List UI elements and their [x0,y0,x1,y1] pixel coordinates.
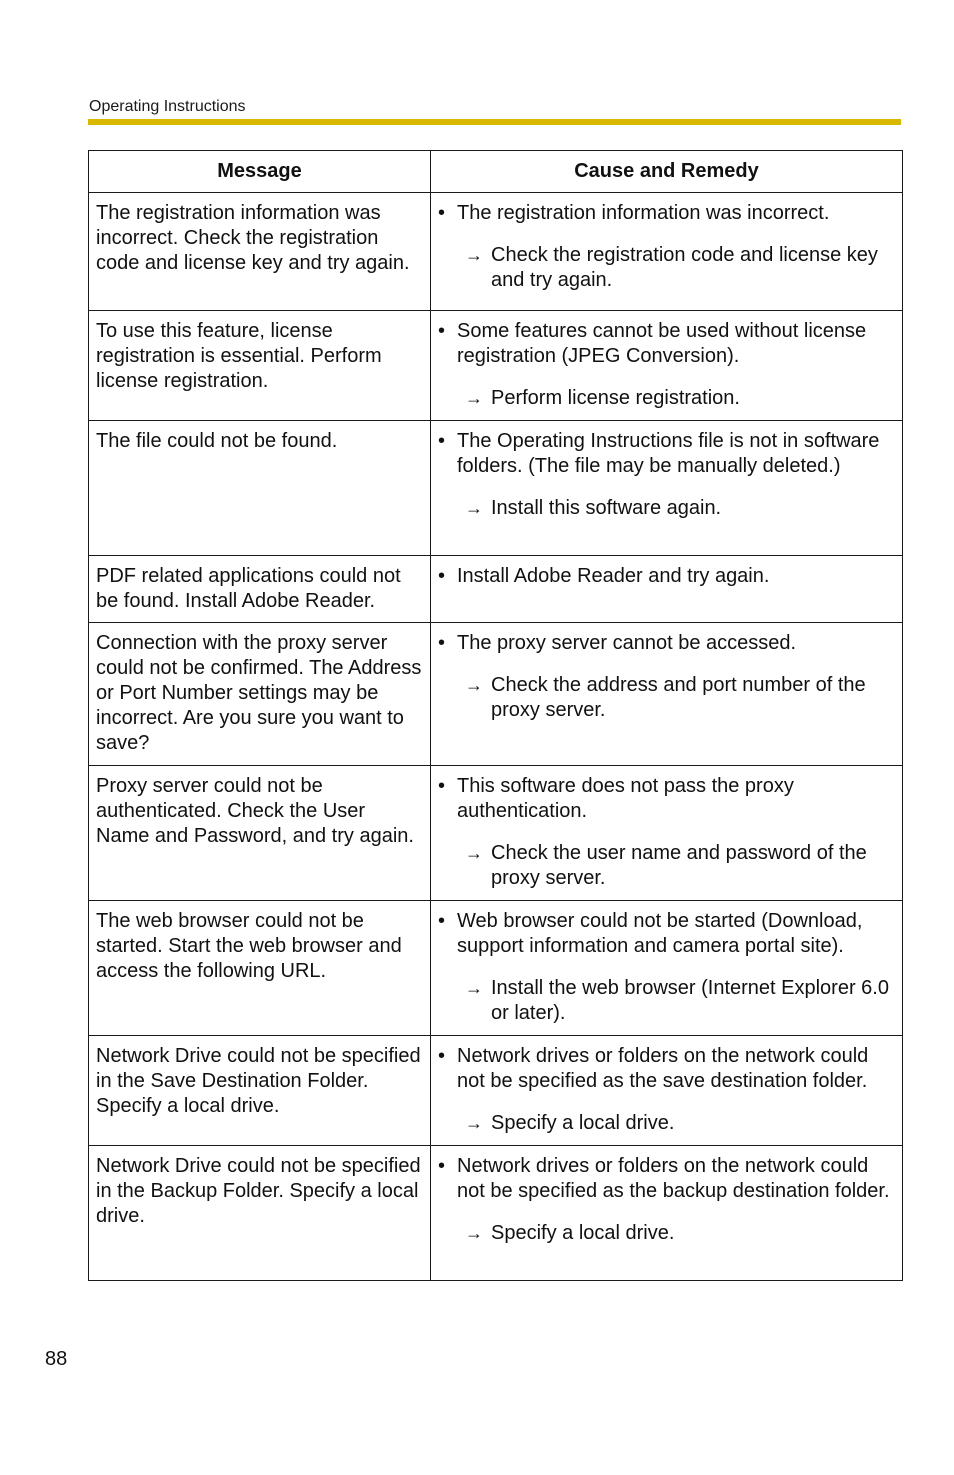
cause-remedy-cell [431,193,903,311]
remedy-text: Check the address and port number of the proxy server. [491,674,866,721]
table-header-row [89,151,903,193]
cause-text: • Some features cannot be used without license registration (JPEG Conversion). [438,319,895,369]
arrow-right-icon: → [465,245,483,265]
page-number: 88 [45,1348,68,1370]
message-cell: The registration information was incorrect. Check the registration code and license key and try again. [89,193,431,311]
remedy-item [438,976,895,1026]
cause-remedy-cell [431,311,903,421]
cause-remedy-cell [431,901,903,1036]
column-header-message: Message [89,151,431,193]
message-cell: Network Drive could not be specified in the Backup Folder. Specify a local drive. [89,1146,431,1281]
cause-text: • Web browser could not be started (Download, support information and camera portal site). [438,909,895,959]
header-rule [88,119,901,125]
cause-remedy-cell [431,421,903,556]
remedy-item [438,1221,895,1246]
cause-text: • The registration information was incorrect. [438,201,895,226]
message-cell: PDF related applications could not be found. Install Adobe Reader. [89,556,431,623]
remedy-text: Install this software again. [491,497,722,519]
remedy-text: Check the user name and password of the proxy server. [491,842,867,889]
table-row [89,1036,903,1146]
cause-text: • The Operating Instructions file is not in software folders. (The file may be manually deleted.) [438,429,895,479]
message-cell: Connection with the proxy server could not be confirmed. The Address or Port Number settings may be incorrect. Are you sure you want to save? [89,623,431,766]
message-cell: Network Drive could not be specified in the Save Destination Folder. Specify a local drive. [89,1036,431,1146]
remedy-item [438,243,895,293]
remedy-text: Install the web browser (Internet Explorer 6.0 or later). [491,977,889,1024]
table-row [89,556,903,623]
remedy-text: Specify a local drive. [491,1112,675,1134]
remedy-item [438,386,895,411]
table-row [89,1146,903,1281]
cause-remedy-cell [431,1146,903,1281]
cause-text: • Network drives or folders on the network could not be specified as the backup destination folder. [438,1154,895,1204]
arrow-right-icon: → [465,1113,483,1133]
table-row [89,193,903,311]
remedy-text: Check the registration code and license key and try again. [491,244,878,291]
cause-text: • This software does not pass the proxy authentication. [438,774,895,824]
cause-text: • The proxy server cannot be accessed. [438,631,895,656]
remedy-text: Perform license registration. [491,387,740,409]
cause-remedy-cell [431,766,903,901]
message-cell: The web browser could not be started. Start the web browser and access the following URL. [89,901,431,1036]
table-row [89,421,903,556]
arrow-right-icon: → [465,843,483,863]
cause-text: • Install Adobe Reader and try again. [438,564,895,589]
message-cell: To use this feature, license registration is essential. Perform license registration. [89,311,431,421]
arrow-right-icon: → [465,978,483,998]
arrow-right-icon: → [465,1223,483,1243]
table-row [89,623,903,766]
cause-remedy-cell [431,623,903,766]
remedy-item [438,841,895,891]
remedy-item [438,1111,895,1136]
remedy-text: Specify a local drive. [491,1222,675,1244]
arrow-right-icon: → [465,388,483,408]
running-header: Operating Instructions [89,98,246,115]
cause-text: • Network drives or folders on the network could not be specified as the save destination folder. [438,1044,895,1094]
arrow-right-icon: → [465,675,483,695]
column-header-cause-remedy: Cause and Remedy [431,151,903,193]
arrow-right-icon: → [465,498,483,518]
message-cell: Proxy server could not be authenticated. Check the User Name and Password, and try again. [89,766,431,901]
table-row [89,766,903,901]
table-row [89,311,903,421]
message-table [88,150,903,1281]
remedy-item [438,496,895,521]
cause-remedy-cell [431,1036,903,1146]
remedy-item [438,673,895,723]
table-row [89,901,903,1036]
message-cell: The file could not be found. [89,421,431,556]
cause-remedy-cell [431,556,903,623]
